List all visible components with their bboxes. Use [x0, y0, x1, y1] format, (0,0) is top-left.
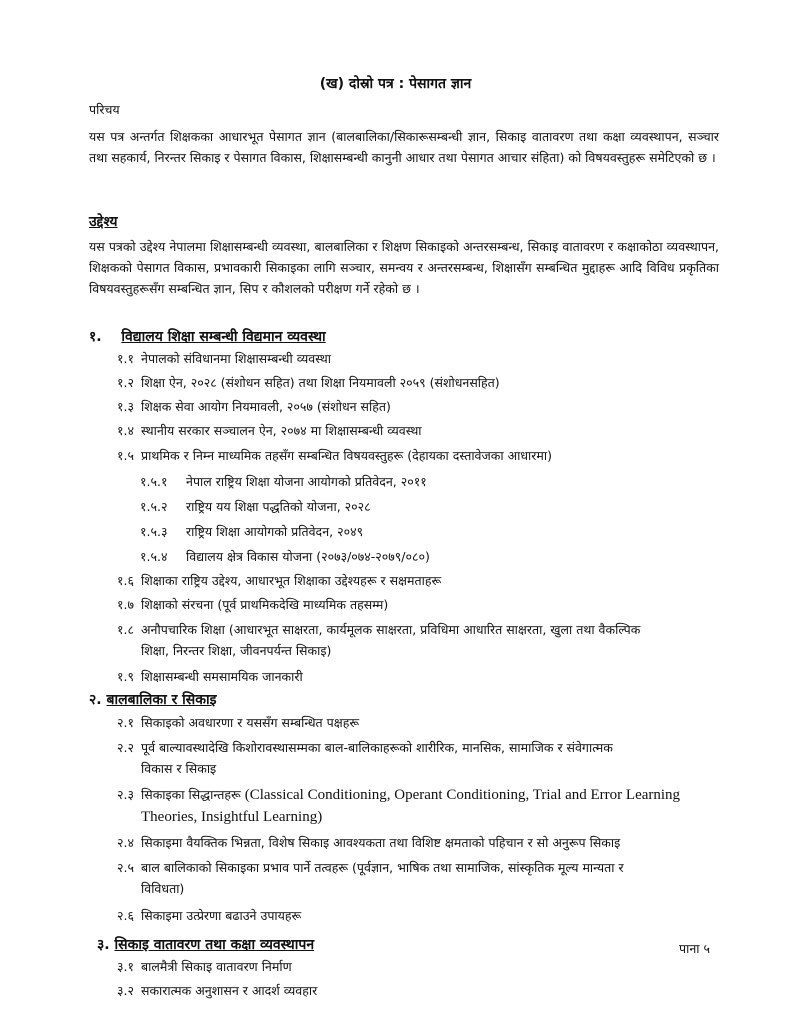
subitem-text: नेपाल राष्ट्रिय शिक्षा योजना आयोगको प्रतिवेदन, २०११ — [186, 474, 427, 489]
item-text-continued: विकास र सिकाइ — [141, 761, 217, 776]
item-number: १.४ — [117, 423, 134, 438]
item-text-continued: विविधता) — [141, 881, 185, 896]
objective-heading: उद्देश्य — [89, 214, 118, 230]
item-number: १.२ — [117, 375, 134, 390]
item-text: सिकाइका सिद्धान्तहरू — [141, 787, 241, 802]
item-text: बाल बालिकाको सिकाइका प्रभाव पार्ने तत्वहरू (पूर्वज्ञान, भाषिक तथा सामाजिक, सांस्कृतिक मूल्य मान्यता र — [141, 860, 624, 875]
item-number: १.६ — [117, 573, 134, 588]
page-number: पाना ५ — [679, 941, 710, 956]
section-1-title: विद्यालय शिक्षा सम्बन्धी विद्यमान व्यवस्था — [121, 329, 326, 345]
section-2-number: २. — [89, 692, 102, 708]
item-number: १.९ — [117, 669, 134, 684]
item-number: २.१ — [117, 715, 134, 730]
intro-paragraph: यस पत्र अन्तर्गत शिक्षकका आधारभूत पेसागत ज्ञान (बालबालिका/सिकारूसम्बन्धी ज्ञान, सिकाइ वातावरण तथा कक्षा व्यवस्थापन, सञ्चार तथा सहकार्य, निरन्तर सिकाइ र पेसागत विकास, शिक्षासम्बन्धी कानुनी आधार तथा पेसागत आचार संहिता) को विषयवस्तुहरू समेटिएको छ । — [89, 129, 719, 165]
subitem-number: १.५.४ — [140, 549, 168, 564]
item-number: २.४ — [117, 835, 134, 850]
page-title: (ख) दोस्रो पत्र : पेसागत ज्ञान — [319, 76, 472, 92]
item-text-latin-continued: Theories, Insightful Learning) — [141, 809, 323, 825]
section-1-heading — [89, 327, 326, 346]
objective-paragraph: यस पत्रको उद्देश्य नेपालमा शिक्षासम्बन्धी व्यवस्था, बालबालिका र शिक्षण सिकाइको अन्तरसम्बन्ध, सिकाइ वातावरण र कक्षाकोठा व्यवस्थापन, शिक्षकको पेसागत विकास, प्रभावकारी सिकाइका लागि सञ्चार, समन्वय र अन्तरसम्बन्ध, शिक्षासँग सम्बन्धित मुद्दाहरू आदि विविध प्रकृतिका विषयवस्तुहरूसँग सम्बन्धित ज्ञान, सिप र कौशलको परीक्षण गर्ने रहेको छ । — [89, 239, 719, 296]
item-text: शिक्षाको संरचना (पूर्व प्राथमिकदेखि माध्यमिक तहसम्म) — [141, 597, 389, 612]
item-number: २.६ — [117, 908, 134, 923]
section-2-title: बालबालिका र सिकाइ — [106, 692, 217, 708]
section-3-title: सिकाइ वातावरण तथा कक्षा व्यवस्थापन — [114, 937, 315, 953]
item-number: १.७ — [117, 597, 134, 612]
item-number: ३.२ — [117, 983, 134, 998]
item-text: बालमैत्री सिकाइ वातावरण निर्माण — [141, 959, 292, 974]
item-text-continued: शिक्षा, निरन्तर शिक्षा, जीवनपर्यन्त सिकाइ) — [141, 643, 332, 658]
item-number: १.३ — [117, 399, 134, 414]
item-text: पूर्व बाल्यावस्थादेखि किशोरावस्थासम्मका बाल-बालिकाहरूको शारीरिक, मानसिक, सामाजिक र संवेगात्मक — [141, 740, 613, 755]
section-3-number: ३. — [97, 937, 110, 953]
item-number: १.१ — [117, 351, 134, 366]
item-text: शिक्षाका राष्ट्रिय उद्देश्य, आधारभूत शिक्षाका उद्देश्यहरू र सक्षमताहरू — [141, 573, 442, 588]
intro-label: परिचय — [89, 102, 120, 117]
subitem-text: विद्यालय क्षेत्र विकास योजना (२०७३/०७४-२०७९/०८०) — [186, 549, 430, 564]
item-text: सकारात्मक अनुशासन र आदर्श व्यवहार — [141, 983, 318, 998]
item-number: २.३ — [117, 787, 134, 802]
item-text: नेपालको संविधानमा शिक्षासम्बन्धी व्यवस्था — [141, 351, 332, 366]
subitem-number: १.५.२ — [140, 499, 168, 514]
subitem-number: १.५.३ — [140, 524, 168, 539]
item-text: सिकाइमा उत्प्रेरणा बढाउने उपायहरू — [141, 908, 302, 923]
item-text: स्थानीय सरकार सञ्चालन ऐन, २०७४ मा शिक्षासम्बन्धी व्यवस्था — [141, 423, 422, 438]
item-text: सिकाइमा वैयक्तिक भिन्नता, विशेष सिकाइ आवश्यकता तथा विशिष्ट क्षमताको पहिचान र सो अनुरूप सिकाइ — [141, 835, 621, 850]
item-number: २.२ — [117, 740, 134, 755]
item-text: अनौपचारिक शिक्षा (आधारभूत साक्षरता, कार्यमूलक साक्षरता, प्रविधिमा आधारित साक्षरता, खुला तथा वैकल्पिक — [141, 622, 641, 637]
item-number: १.८ — [117, 622, 134, 637]
item-text: शिक्षासम्बन्धी समसामयिक जानकारी — [141, 669, 303, 684]
item-number: २.५ — [117, 860, 134, 875]
item-number: १.५ — [117, 448, 134, 463]
subitem-text: राष्ट्रिय शिक्षा आयोगको प्रतिवेदन, २०४९ — [186, 524, 364, 539]
item-number: ३.१ — [117, 959, 134, 974]
section-3-heading — [97, 935, 314, 954]
item-text: प्राथमिक र निम्न माध्यमिक तहसँग सम्बन्धित विषयवस्तुहरू (देहायका दस्तावेजका आधारमा) — [141, 448, 552, 463]
section-1-number: १. — [89, 329, 102, 345]
subitem-number: १.५.१ — [140, 474, 168, 489]
item-text: शिक्षक सेवा आयोग नियमावली, २०५७ (संशोधन सहित) — [141, 399, 391, 414]
item-text: सिकाइको अवधारणा र यससँग सम्बन्धित पक्षहरू — [141, 715, 360, 730]
section-2-heading — [89, 690, 217, 709]
subitem-text: राष्ट्रिय यय शिक्षा पद्धतिको योजना, २०२८ — [186, 499, 371, 514]
item-text: शिक्षा ऐन, २०२८ (संशोधन सहित) तथा शिक्षा नियमावली २०५९ (संशोधनसहित) — [141, 375, 500, 390]
item-text-latin: (Classical Conditioning, Operant Conditioning, Trial and Error Learning — [244, 787, 681, 803]
